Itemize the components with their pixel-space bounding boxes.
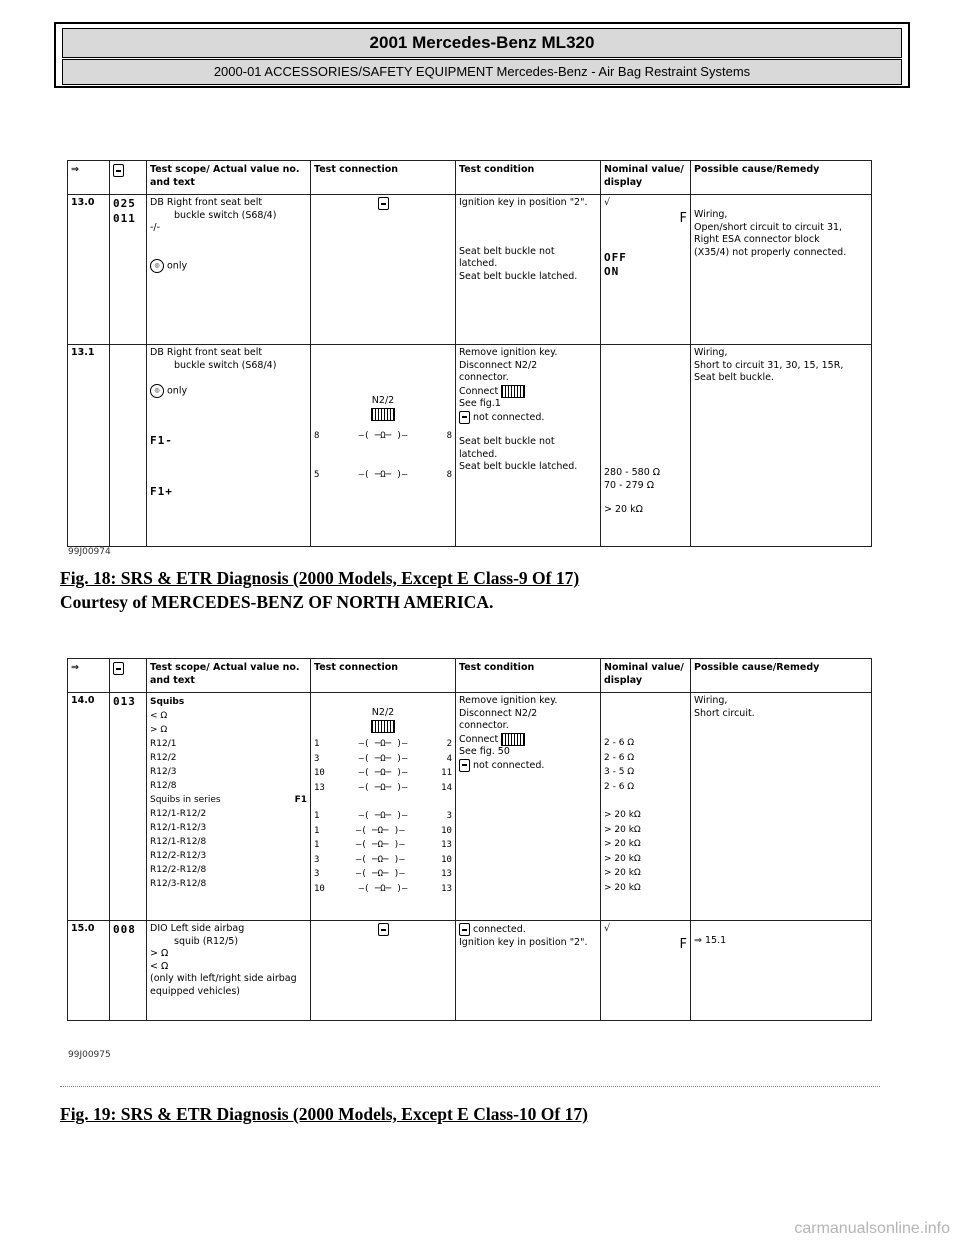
step-number: 15.0 [68, 921, 110, 1021]
header-connection: Test connection [311, 659, 456, 693]
connection-list [314, 737, 452, 896]
arrow-icon: ⇒ [68, 161, 110, 195]
connection-cell [311, 921, 456, 1021]
remedy-cell: Wiring, Short circuit. [691, 693, 872, 921]
connection-cell [311, 345, 456, 547]
step-number: 13.0 [68, 195, 110, 345]
header-remedy: Possible cause/Remedy [691, 659, 872, 693]
nominal-value: 2 - 6 Ω [604, 738, 635, 748]
connection-pair: 5 —( ─Ω─ )— 8 [314, 469, 452, 480]
divider [60, 1086, 880, 1087]
connection-pair: 1 —( ─Ω─ )— 10 [314, 825, 452, 836]
tester-icon [459, 759, 470, 772]
document-header [54, 22, 910, 88]
connector-icon [371, 408, 395, 421]
fig18-diagnosis-table [67, 160, 872, 547]
nominal-cell: √ F OFF ON [601, 195, 691, 345]
step-number: 13.1 [68, 345, 110, 547]
scope-cell: DIO Left side airbag squib (R12/5) > Ω < Ω (only with left/right side airbag equipped vehicles) [147, 921, 311, 1021]
scope-item: R12/2-R12/8 [150, 865, 207, 875]
scope-item: R12/3-R12/8 [150, 879, 207, 889]
table-header-row [68, 161, 872, 195]
figure-code: 99J00974 [68, 547, 111, 557]
nominal-value: > 20 kΩ [604, 882, 641, 893]
connection-pair: 3 —( ─Ω─ )— 10 [314, 854, 452, 865]
header-scope: Test scope/ Actual value no. and text [147, 161, 311, 195]
tester-icon [459, 923, 470, 936]
document-title: 2001 Mercedes-Benz ML320 [62, 28, 902, 58]
connection-cell [311, 693, 456, 921]
condition-cell: connected. Ignition key in position "2". [456, 921, 601, 1021]
connector-icon [501, 733, 525, 746]
condition-cell: Remove ignition key. Disconnect N2/2 connector. Connect See fig. 50 not connected. [456, 693, 601, 921]
scope-item: Squibs in series F1 [150, 795, 307, 805]
header-condition: Test condition [456, 161, 601, 195]
scope-item: R12/2 [150, 753, 177, 763]
connection-pair: 10 —( ─Ω─ )— 13 [314, 883, 452, 894]
scope-item: > Ω [150, 725, 168, 735]
nominal-value: > 20 kΩ [604, 810, 641, 820]
scope-cell [147, 693, 311, 921]
model-badge-icon: ◎ [150, 384, 164, 398]
table-row [68, 921, 872, 1021]
remedy-cell: Wiring, Open/short circuit to circuit 31, Right ESA connector block (X35/4) not properly connected. [691, 195, 872, 345]
condition-cell: Ignition key in position "2". Seat belt buckle not latched. Seat belt buckle latched. [456, 195, 601, 345]
scope-item: Squibs [150, 697, 185, 707]
connector-icon [501, 385, 525, 398]
header-remedy: Possible cause/Remedy [691, 161, 872, 195]
nominal-value: > 20 kΩ [604, 839, 641, 849]
table-row [68, 345, 872, 547]
nominal-cell: 280 - 580 Ω 70 - 279 Ω > 20 kΩ [601, 345, 691, 547]
document-subtitle: 2000-01 ACCESSORIES/SAFETY EQUIPMENT Mercedes-Benz - Air Bag Restraint Systems [62, 59, 902, 85]
condition-cell: Remove ignition key. Disconnect N2/2 connector. Connect See fig.1 not connected. Seat belt buckle not latched. Seat belt buckle latched. [456, 345, 601, 547]
connection-pair: 3 —( ─Ω─ )— 4 [314, 753, 452, 764]
scope-item: R12/1-R12/8 [150, 837, 207, 847]
connection-pair: 1 —( ─Ω─ )— 3 [314, 811, 452, 822]
scope-item: R12/1 [150, 739, 177, 749]
connection-pair: 10 —( ─Ω─ )— 11 [314, 768, 452, 779]
model-badge-icon: ◎ [150, 259, 164, 273]
header-condition: Test condition [456, 659, 601, 693]
scope-item: R12/1-R12/2 [150, 809, 207, 819]
nominal-value: 3 - 5 Ω [604, 767, 635, 777]
connection-pair: 1 —( ─Ω─ )— 2 [314, 739, 452, 750]
watermark: carmanualsonline.info [794, 1220, 950, 1237]
tester-connector-icon [378, 197, 389, 210]
connector-label: N2/2 [371, 395, 395, 406]
figure-caption-link[interactable]: Fig. 19: SRS & ETR Diagnosis (2000 Models, Except E Class-10 Of 17) [60, 1104, 588, 1124]
fig19-diagnosis-table [67, 658, 872, 1021]
courtesy-note: Courtesy of MERCEDES-BENZ OF NORTH AMERICA. [60, 592, 494, 612]
nominal-value: 2 - 6 Ω [604, 781, 635, 792]
figure-code: 99J00975 [68, 1050, 111, 1060]
tester-icon [113, 662, 124, 675]
scope-item: R12/3 [150, 767, 177, 777]
connector-icon [371, 720, 395, 733]
scope-item: R12/2-R12/3 [150, 851, 207, 861]
connection-cell [311, 195, 456, 345]
nominal-value: > 20 kΩ [604, 868, 641, 878]
connection-pair: 3 —( ─Ω─ )— 13 [314, 869, 452, 880]
scope-list [150, 695, 307, 891]
code-cell: 008 [110, 921, 147, 1021]
figure-caption-link[interactable]: Fig. 18: SRS & ETR Diagnosis (2000 Models, Except E Class-9 Of 17) [60, 568, 580, 588]
tester-connector-icon [378, 923, 389, 936]
header-nominal: Nominal value/ display [601, 659, 691, 693]
header-nominal: Nominal value/ display [601, 161, 691, 195]
header-scope: Test scope/ Actual value no. and text [147, 659, 311, 693]
scope-cell: DB Right front seat belt buckle switch (S68/4) -/- ◎ only [147, 195, 311, 345]
code-cell: 025 011 [110, 195, 147, 345]
scope-item: < Ω [150, 711, 168, 721]
nominal-list [604, 736, 687, 895]
connection-pair: 13 —( ─Ω─ )— 14 [314, 782, 452, 793]
remedy-cell: ⇒ 15.1 [691, 921, 872, 1021]
table-row [68, 195, 872, 345]
nominal-cell: √ F [601, 921, 691, 1021]
connection-pair: 8 —( ─Ω─ )— 8 [314, 431, 452, 442]
code-cell: 013 [110, 693, 147, 921]
step-number: 14.0 [68, 693, 110, 921]
header-connection: Test connection [311, 161, 456, 195]
remedy-cell: Wiring, Short to circuit 31, 30, 15, 15R, Seat belt buckle. [691, 345, 872, 547]
scope-cell: DB Right front seat belt buckle switch (S68/4) ◎ only F1- F1+ [147, 345, 311, 547]
nominal-value: > 20 kΩ [604, 853, 641, 864]
connection-pair: 1 —( ─Ω─ )— 13 [314, 840, 452, 851]
connector-label: N2/2 [371, 707, 395, 718]
nominal-value: 2 - 6 Ω [604, 752, 635, 763]
table-row [68, 693, 872, 921]
nominal-value: > 20 kΩ [604, 824, 641, 835]
table-header-row [68, 659, 872, 693]
series-tag: F1 [294, 795, 307, 805]
arrow-icon: ⇒ [68, 659, 110, 693]
tester-icon [113, 164, 124, 177]
tester-icon [459, 411, 470, 424]
nominal-cell [601, 693, 691, 921]
scope-item: R12/8 [150, 781, 177, 791]
scope-item: R12/1-R12/3 [150, 823, 207, 833]
